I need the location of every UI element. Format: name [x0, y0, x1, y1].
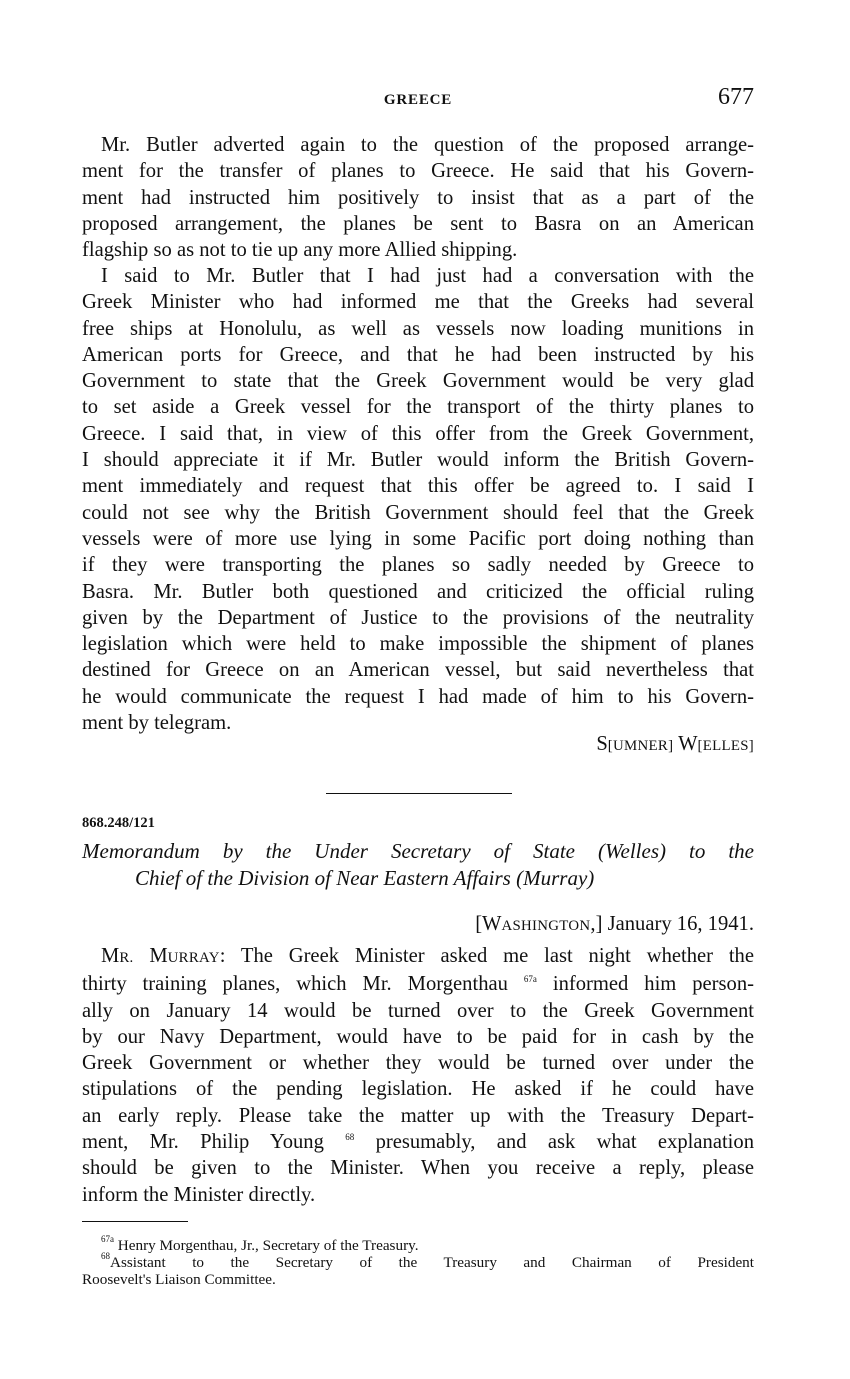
text-line: inform the Minister directly.: [82, 1183, 316, 1206]
text-line: flagship so as not to tie up any more Allied shipping.: [82, 239, 518, 262]
text-line: given by the Department of Justice to the provisions of the neutrality: [82, 606, 754, 629]
text-line: Mr. Butler adverted again to the question of the proposed arrange-: [101, 134, 754, 156]
text-line: ment, Mr. Philip Young $^{68}$ presumably, and ask what explanation: [82, 1131, 755, 1154]
text-line: Basra. Mr. Butler both questioned and criticized the official ruling: [82, 580, 754, 603]
document-title: [82, 838, 754, 892]
paragraph-greek-vessel-offer: [82, 263, 754, 736]
text-line: by our Navy Department, would have to be paid for in cash by the: [82, 1025, 754, 1048]
section-divider: [326, 793, 512, 794]
text-line: ally on January 14 would be turned over to the Greek Government: [82, 999, 754, 1022]
document-title-line: Memorandum by the Under Secretary of State (Welles) to the: [82, 839, 754, 863]
footnote-ref-68: 68: [345, 1132, 355, 1143]
text-line: should be given to the Minister. When you receive a reply, please: [82, 1157, 754, 1180]
page-number: 677: [718, 84, 754, 110]
footnote-68: $^{68}$Assistant to the Secretary of the Treasury and Chairman of President: [101, 1251, 754, 1271]
signature-sumner-welles: [596, 733, 754, 756]
running-head: GREECE: [383, 92, 453, 108]
signature-elles: [ELLES]: [697, 738, 754, 754]
text-line: ment had instructed him positively to insist that as a part of the: [82, 186, 754, 209]
footnotes: [82, 1234, 754, 1288]
addressee-murray: MURRAY: [149, 945, 220, 967]
text-line: thirty training planes, which Mr. Morgenthau $^{67a}$ informed him person-: [82, 973, 755, 996]
footnote-ref-67a: 67a: [523, 974, 537, 985]
dateline-date: ,] January 16, 1941.: [590, 913, 754, 935]
addressee-mr: MR.: [101, 945, 134, 967]
text-line: proposed arrangement, the planes be sent to Basra on an American: [82, 212, 754, 235]
footnote-68-continued: Roosevelt's Liaison Committee.: [82, 1271, 276, 1288]
footnote-67a: $^{67a}$ Henry Morgenthau, Jr., Secretary of the Treasury.: [101, 1234, 419, 1254]
document-title-line: Chief of the Division of Near Eastern Affairs (Murray): [135, 866, 595, 890]
text-line: Greek Minister who had informed me that the Greeks had several: [82, 291, 754, 314]
text-line: he would communicate the request I had made of him to his Govern-: [82, 685, 754, 708]
dateline-open: [W: [475, 913, 502, 935]
text-line: an early reply. Please take the matter up with the Treasury Depart-: [82, 1104, 754, 1127]
text-line: Greek Government or whether they would be turned over under the: [82, 1052, 754, 1075]
text-line: ment immediately and request that this offer be agreed to. I said I: [82, 475, 754, 498]
text-line: ment by telegram.: [82, 712, 232, 735]
signature-initial-s: S: [596, 733, 608, 755]
signature-umner: [UMNER]: [607, 738, 674, 754]
file-number: 868.248/121: [82, 815, 155, 831]
text-line: vessels were of more use lying in some Pacific port doing nothing than: [82, 527, 754, 550]
text-line: stipulations of the pending legislation. He asked if he could have: [82, 1078, 754, 1101]
footnote-divider: [82, 1221, 188, 1222]
dateline: [475, 913, 754, 936]
text-line: to set aside a Greek vessel for the transport of the thirty planes to: [82, 396, 754, 419]
text-line: ment for the transfer of planes to Greece. He said that his Govern-: [82, 160, 754, 183]
text-line: destined for Greece on an American vessel, but said nevertheless that: [82, 659, 754, 682]
signature-initial-w: W: [678, 733, 698, 755]
text-line: legislation which were held to make impossible the shipment of planes: [82, 633, 754, 656]
text-line: free ships at Honolulu, as well as vessels now loading munitions in: [82, 317, 754, 340]
text-line: MR. MURRAY: The Greek Minister asked me last night whether the: [101, 945, 754, 967]
text-line: could not see why the British Government should feel that the Greek: [82, 501, 754, 524]
text-line: Government to state that the Greek Government would be very glad: [82, 370, 754, 393]
paragraph-butler-arrangement: [82, 132, 754, 263]
text-line: if they were transporting the planes so sadly needed by Greece to: [82, 554, 754, 577]
dateline-place: ASHINGTON: [501, 918, 591, 934]
text-line: American ports for Greece, and that he had been instructed by his: [82, 343, 754, 366]
text-line: Greece. I said that, in view of this offer from the Greek Government,: [82, 422, 754, 445]
text-line: I should appreciate it if Mr. Butler would inform the British Govern-: [82, 449, 754, 472]
page-header: [82, 84, 754, 118]
text-line: I said to Mr. Butler that I had just had a conversation with the: [101, 265, 754, 287]
memo-paragraph: [82, 943, 754, 1208]
